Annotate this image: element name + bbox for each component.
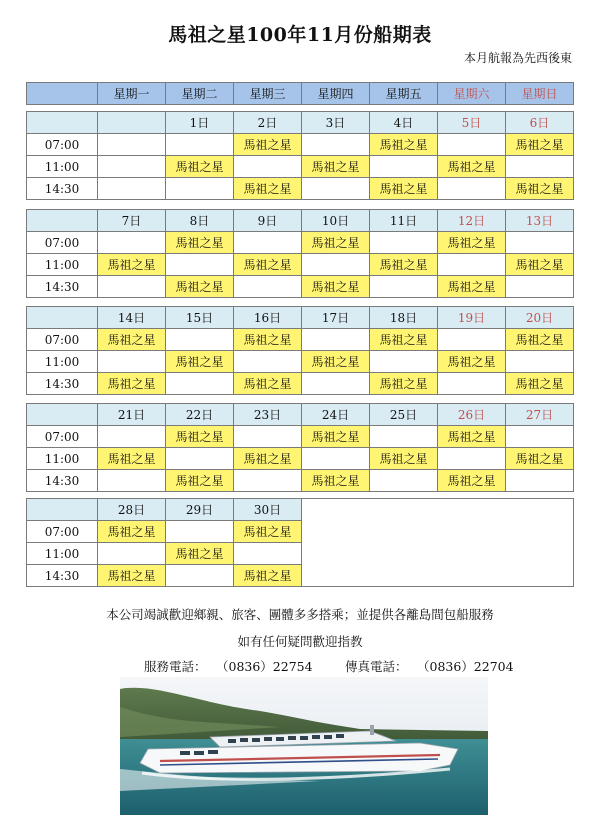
sailing-cell: 馬祖之星 <box>302 470 370 492</box>
sailing-cell: 馬祖之星 <box>98 373 166 395</box>
departure-time: 14:30 <box>27 276 98 298</box>
service-notice: 本公司竭誠歡迎鄉親、旅客、團體多多搭乘；並提供各離島間包船服務 <box>106 607 494 622</box>
date-cell: 28日 <box>98 499 166 521</box>
departure-time: 14:30 <box>27 178 98 200</box>
departure-time: 11:00 <box>27 254 98 276</box>
sailing-cell: 馬祖之星 <box>506 178 574 200</box>
weekday-fri: 星期五 <box>370 83 438 105</box>
empty-slot <box>506 470 574 492</box>
sailing-cell: 馬祖之星 <box>302 276 370 298</box>
week-table <box>26 306 574 395</box>
sailing-cell: 馬祖之星 <box>166 426 234 448</box>
empty-slot <box>166 329 234 351</box>
empty-slot <box>438 178 506 200</box>
date-cell: 5日 <box>438 112 506 134</box>
departure-time: 11:00 <box>27 543 98 565</box>
weekday-sun: 星期日 <box>506 83 574 105</box>
empty-slot <box>234 276 302 298</box>
departure-time: 11:00 <box>27 156 98 178</box>
sailing-cell: 馬祖之星 <box>166 276 234 298</box>
empty-slot <box>438 254 506 276</box>
empty-slot <box>234 156 302 178</box>
empty-slot <box>506 351 574 373</box>
month-end-blank <box>302 499 574 587</box>
empty-slot <box>370 156 438 178</box>
sailing-cell: 馬祖之星 <box>438 426 506 448</box>
sailing-cell: 馬祖之星 <box>234 565 302 587</box>
sailing-cell: 馬祖之星 <box>506 254 574 276</box>
empty-slot <box>302 329 370 351</box>
week-table <box>26 111 574 200</box>
sailing-cell: 馬祖之星 <box>234 178 302 200</box>
empty-slot <box>98 276 166 298</box>
sailing-cell: 馬祖之星 <box>98 565 166 587</box>
date-cell: 25日 <box>370 404 438 426</box>
date-cell: 29日 <box>166 499 234 521</box>
sailing-cell: 馬祖之星 <box>438 470 506 492</box>
empty-slot <box>98 351 166 373</box>
empty-slot <box>166 254 234 276</box>
sailing-cell: 馬祖之星 <box>438 351 506 373</box>
date-cell: 4日 <box>370 112 438 134</box>
ferry-photo <box>120 677 488 815</box>
week-table <box>26 403 574 492</box>
sailing-cell: 馬祖之星 <box>506 373 574 395</box>
sailing-cell: 馬祖之星 <box>506 329 574 351</box>
date-cell: 23日 <box>234 404 302 426</box>
sailing-cell: 馬祖之星 <box>98 521 166 543</box>
date-cell: 10日 <box>302 210 370 232</box>
empty-slot <box>438 448 506 470</box>
sailing-cell: 馬祖之星 <box>166 156 234 178</box>
date-cell: 18日 <box>370 307 438 329</box>
empty-slot <box>234 232 302 254</box>
date-cell: 9日 <box>234 210 302 232</box>
date-cell: 15日 <box>166 307 234 329</box>
empty-slot <box>506 156 574 178</box>
empty-slot <box>506 232 574 254</box>
date-cell: 26日 <box>438 404 506 426</box>
departure-time: 14:30 <box>27 373 98 395</box>
sailing-cell: 馬祖之星 <box>166 543 234 565</box>
sailing-cell: 馬祖之星 <box>438 156 506 178</box>
sailing-cell: 馬祖之星 <box>98 448 166 470</box>
sailing-cell: 馬祖之星 <box>302 232 370 254</box>
empty-slot <box>506 276 574 298</box>
departure-time: 07:00 <box>27 134 98 156</box>
week-table <box>26 209 574 298</box>
date-cell: 2日 <box>234 112 302 134</box>
date-cell: 24日 <box>302 404 370 426</box>
departure-time: 14:30 <box>27 565 98 587</box>
empty-slot <box>370 426 438 448</box>
empty-slot <box>234 470 302 492</box>
departure-time: 07:00 <box>27 521 98 543</box>
empty-slot <box>370 276 438 298</box>
empty-slot <box>166 178 234 200</box>
empty-slot <box>234 543 302 565</box>
empty-slot <box>370 351 438 373</box>
empty-slot <box>98 134 166 156</box>
sailing-cell: 馬祖之星 <box>370 254 438 276</box>
empty-slot <box>98 232 166 254</box>
departure-time: 07:00 <box>27 426 98 448</box>
page-title: 馬祖之星100年11月份船期表 <box>168 24 432 46</box>
sailing-cell: 馬祖之星 <box>438 232 506 254</box>
departure-time: 07:00 <box>27 329 98 351</box>
empty-slot <box>98 543 166 565</box>
date-cell <box>98 112 166 134</box>
date-cell: 14日 <box>98 307 166 329</box>
week-table <box>26 498 574 587</box>
empty-slot <box>234 351 302 373</box>
sailing-cell: 馬祖之星 <box>166 470 234 492</box>
sailing-cell: 馬祖之星 <box>370 134 438 156</box>
date-cell: 17日 <box>302 307 370 329</box>
empty-slot <box>302 448 370 470</box>
sailing-cell: 馬祖之星 <box>234 329 302 351</box>
date-cell: 11日 <box>370 210 438 232</box>
fax-label: 傳真電話： <box>345 659 408 674</box>
weekday-mon: 星期一 <box>98 83 166 105</box>
sailing-cell: 馬祖之星 <box>234 521 302 543</box>
date-cell: 8日 <box>166 210 234 232</box>
sailing-cell: 馬祖之星 <box>302 426 370 448</box>
sailing-cell: 馬祖之星 <box>98 329 166 351</box>
header-corner <box>27 83 98 105</box>
date-row-corner <box>27 307 98 329</box>
empty-slot <box>166 373 234 395</box>
date-cell: 3日 <box>302 112 370 134</box>
departure-time: 07:00 <box>27 232 98 254</box>
empty-slot <box>98 426 166 448</box>
date-cell: 1日 <box>166 112 234 134</box>
sailing-cell: 馬祖之星 <box>438 276 506 298</box>
empty-slot <box>166 565 234 587</box>
feedback-notice: 如有任何疑問歡迎指教 <box>237 634 363 649</box>
sailing-cell: 馬祖之星 <box>98 254 166 276</box>
date-cell: 7日 <box>98 210 166 232</box>
empty-slot <box>98 178 166 200</box>
date-cell: 13日 <box>506 210 574 232</box>
sailing-cell: 馬祖之星 <box>302 351 370 373</box>
empty-slot <box>506 426 574 448</box>
date-cell: 20日 <box>506 307 574 329</box>
weekday-header <box>26 82 574 105</box>
empty-slot <box>98 470 166 492</box>
route-note: 本月航報為先西後東 <box>463 51 572 65</box>
empty-slot <box>98 156 166 178</box>
sailing-cell: 馬祖之星 <box>370 178 438 200</box>
sailing-cell: 馬祖之星 <box>234 373 302 395</box>
empty-slot <box>234 426 302 448</box>
sailing-cell: 馬祖之星 <box>370 448 438 470</box>
date-cell: 22日 <box>166 404 234 426</box>
sailing-cell: 馬祖之星 <box>370 329 438 351</box>
sailing-cell: 馬祖之星 <box>506 134 574 156</box>
empty-slot <box>370 232 438 254</box>
departure-time: 11:00 <box>27 351 98 373</box>
weekday-thu: 星期四 <box>302 83 370 105</box>
weekday-tue: 星期二 <box>166 83 234 105</box>
sailing-cell: 馬祖之星 <box>370 373 438 395</box>
empty-slot <box>370 470 438 492</box>
sailing-cell: 馬祖之星 <box>166 351 234 373</box>
date-cell: 16日 <box>234 307 302 329</box>
sailing-cell: 馬祖之星 <box>234 448 302 470</box>
empty-slot <box>302 134 370 156</box>
sailing-cell: 馬祖之星 <box>234 254 302 276</box>
service-phone-label: 服務電話： <box>144 659 207 674</box>
empty-slot <box>438 329 506 351</box>
departure-time: 11:00 <box>27 448 98 470</box>
empty-slot <box>302 254 370 276</box>
date-row-corner <box>27 112 98 134</box>
empty-slot <box>438 373 506 395</box>
empty-slot <box>302 178 370 200</box>
date-cell: 27日 <box>506 404 574 426</box>
sailing-cell: 馬祖之星 <box>506 448 574 470</box>
empty-slot <box>166 521 234 543</box>
date-row-corner <box>27 404 98 426</box>
date-cell: 30日 <box>234 499 302 521</box>
weekday-sat: 星期六 <box>438 83 506 105</box>
weekday-wed: 星期三 <box>234 83 302 105</box>
date-cell: 12日 <box>438 210 506 232</box>
date-cell: 19日 <box>438 307 506 329</box>
empty-slot <box>302 373 370 395</box>
empty-slot <box>166 448 234 470</box>
departure-time: 14:30 <box>27 470 98 492</box>
date-cell: 6日 <box>506 112 574 134</box>
date-cell: 21日 <box>98 404 166 426</box>
empty-slot <box>166 134 234 156</box>
sailing-cell: 馬祖之星 <box>302 156 370 178</box>
sailing-cell: 馬祖之星 <box>166 232 234 254</box>
fax-number: （0836）22704 <box>417 659 514 674</box>
service-phone-number: （0836）22754 <box>216 659 313 674</box>
empty-slot <box>438 134 506 156</box>
date-row-corner <box>27 499 98 521</box>
sailing-cell: 馬祖之星 <box>234 134 302 156</box>
date-row-corner <box>27 210 98 232</box>
